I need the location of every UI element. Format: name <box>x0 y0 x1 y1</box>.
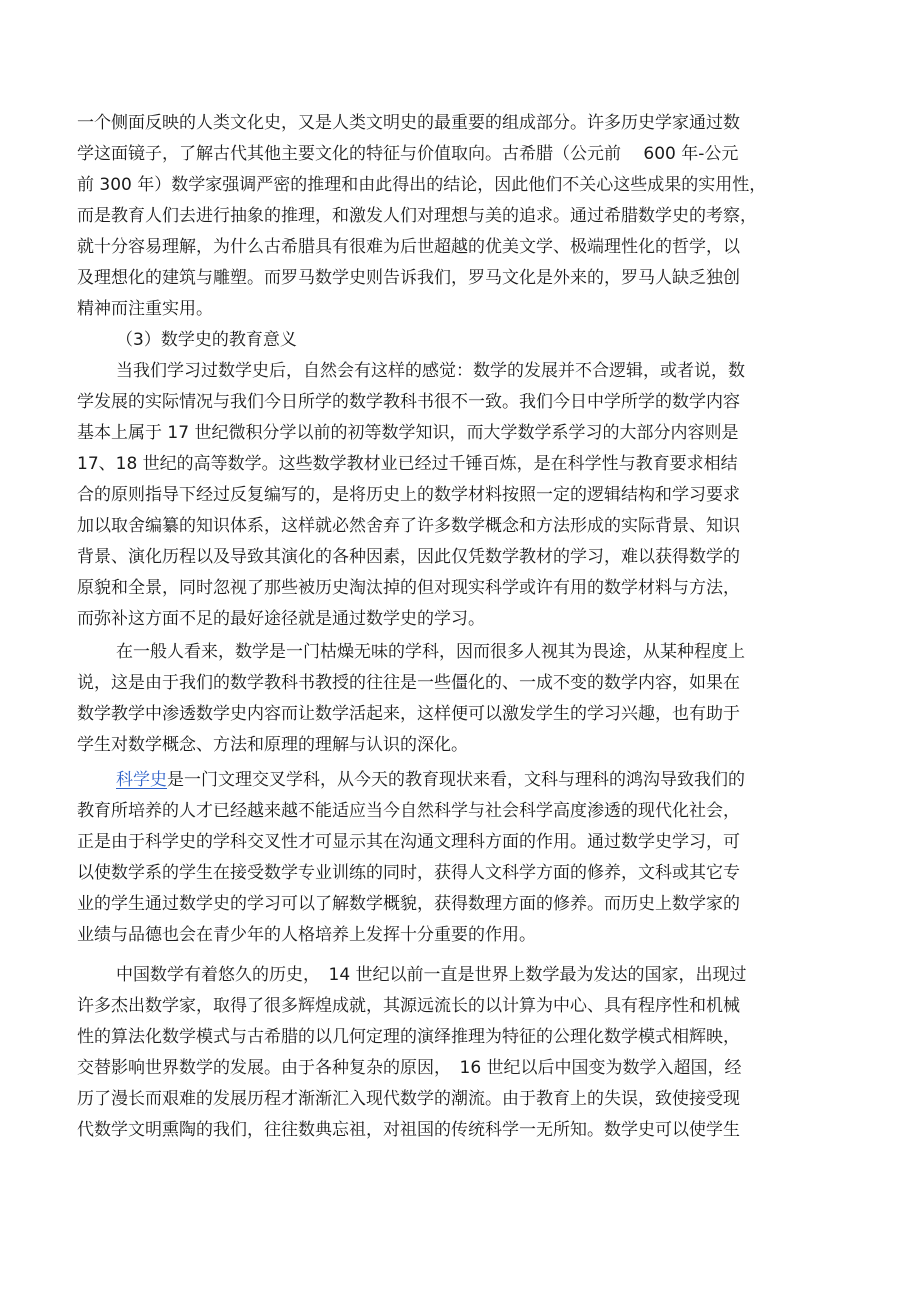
science-history-link[interactable]: 科学史 <box>116 770 167 790</box>
text-line: 背景、演化历程以及导致其演化的各种因素，因此仅凭数学教材的学习，难以获得数学的 <box>77 547 740 567</box>
text-line: 精神而注重实用。 <box>77 299 213 319</box>
text-line: 及理想化的建筑与雕塑。而罗马数学史则告诉我们，罗马文化是外来的，罗马人缺乏独创 <box>77 268 740 288</box>
text-line <box>116 765 745 795</box>
text-line: 加以取舍编纂的知识体系，这样就必然舍弃了许多数学概念和方法形成的实际背景、知识 <box>77 516 740 536</box>
text-line: 许多杰出数学家，取得了很多辉煌成就，其源远流长的以计算为中心、具有程序性和机械 <box>77 996 740 1016</box>
text-line: 合的原则指导下经过反复编写的，是将历史上的数学材料按照一定的逻辑结构和学习要求 <box>77 485 740 505</box>
text-line: 教育所培养的人才已经越来越不能适应当今自然科学与社会科学高度渗透的现代化社会， <box>77 801 740 821</box>
text-line: 以使数学系的学生在接受数学专业训练的同时，获得人文科学方面的修养，文科或其它专 <box>77 863 740 883</box>
text-line: 代数学文明熏陶的我们，往往数典忘祖，对祖国的传统科学一无所知。数学史可以使学生 <box>77 1120 740 1140</box>
text-line: 在一般人看来，数学是一门枯燥无味的学科，因而很多人视其为畏途，从某种程度上 <box>116 642 745 662</box>
text-span: 是一门文理交叉学科，从今天的教育现状来看，文科与理科的鸿沟导致我们的 <box>167 770 745 790</box>
text-line: 一个侧面反映的人类文化史，又是人类文明史的最重要的组成部分。许多历史学家通过数 <box>77 113 740 133</box>
text-line: 当我们学习过数学史后，自然会有这样的感觉：数学的发展并不合逻辑，或者说，数 <box>116 361 745 381</box>
text-line: 学这面镜子，了解古代其他主要文化的特征与价值取向。古希腊（公元前 600 年-公元 <box>77 144 739 164</box>
text-line: 原貌和全景，同时忽视了那些被历史淘汰掉的但对现实科学或许有用的数学材料与方法， <box>77 578 740 598</box>
text-line: 业绩与品德也会在青少年的人格培养上发挥十分重要的作用。 <box>77 925 536 945</box>
text-line: 数学教学中渗透数学史内容而让数学活起来，这样便可以激发学生的学习兴趣，也有助于 <box>77 704 740 724</box>
text-line: 而是教育人们去进行抽象的推理，和激发人们对理想与美的追求。通过希腊数学史的考察， <box>77 206 757 226</box>
text-line: 基本上属于 17 世纪微积分学以前的初等数学知识，而大学数学系学习的大部分内容则是 <box>77 423 739 443</box>
text-line: 而弥补这方面不足的最好途径就是通过数学史的学习。 <box>77 609 485 629</box>
text-line: 学发展的实际情况与我们今日所学的数学教科书很不一致。我们今日中学所学的数学内容 <box>77 392 740 412</box>
text-line: 说，这是由于我们的数学教科书教授的往往是一些僵化的、一成不变的数学内容，如果在 <box>77 673 740 693</box>
text-line: 交替影响世界数学的发展。由于各种复杂的原因， 16 世纪以后中国变为数学入超国，经 <box>77 1058 742 1078</box>
text-line: 正是由于科学史的学科交叉性才可显示其在沟通文理科方面的作用。通过数学史学习，可 <box>77 832 740 852</box>
text-line: 中国数学有着悠久的历史， 14 世纪以前一直是世界上数学最为发达的国家，出现过 <box>116 965 747 985</box>
text-line: 性的算法化数学模式与古希腊的以几何定理的演绎推理为特征的公理化数学模式相辉映， <box>77 1027 740 1047</box>
text-line: 前 300 年）数学家强调严密的推理和由此得出的结论，因此他们不关心这些成果的实用性， <box>77 175 767 195</box>
text-line: 就十分容易理解，为什么古希腊具有很难为后世超越的优美文学、极端理性化的哲学，以 <box>77 237 740 257</box>
text-line: 业的学生通过数学史的学习可以了解数学概貌，获得数理方面的修养。而历史上数学家的 <box>77 894 740 914</box>
section-heading: （3）数学史的教育意义 <box>116 330 297 350</box>
text-line: 历了漫长而艰难的发展历程才渐渐汇入现代数学的潮流。由于教育上的失误，致使接受现 <box>77 1089 740 1109</box>
text-line: 17、18 世纪的高等数学。这些数学教材业已经过千锤百炼，是在科学性与教育要求相结 <box>77 454 738 474</box>
text-line: 学生对数学概念、方法和原理的理解与认识的深化。 <box>77 735 468 755</box>
